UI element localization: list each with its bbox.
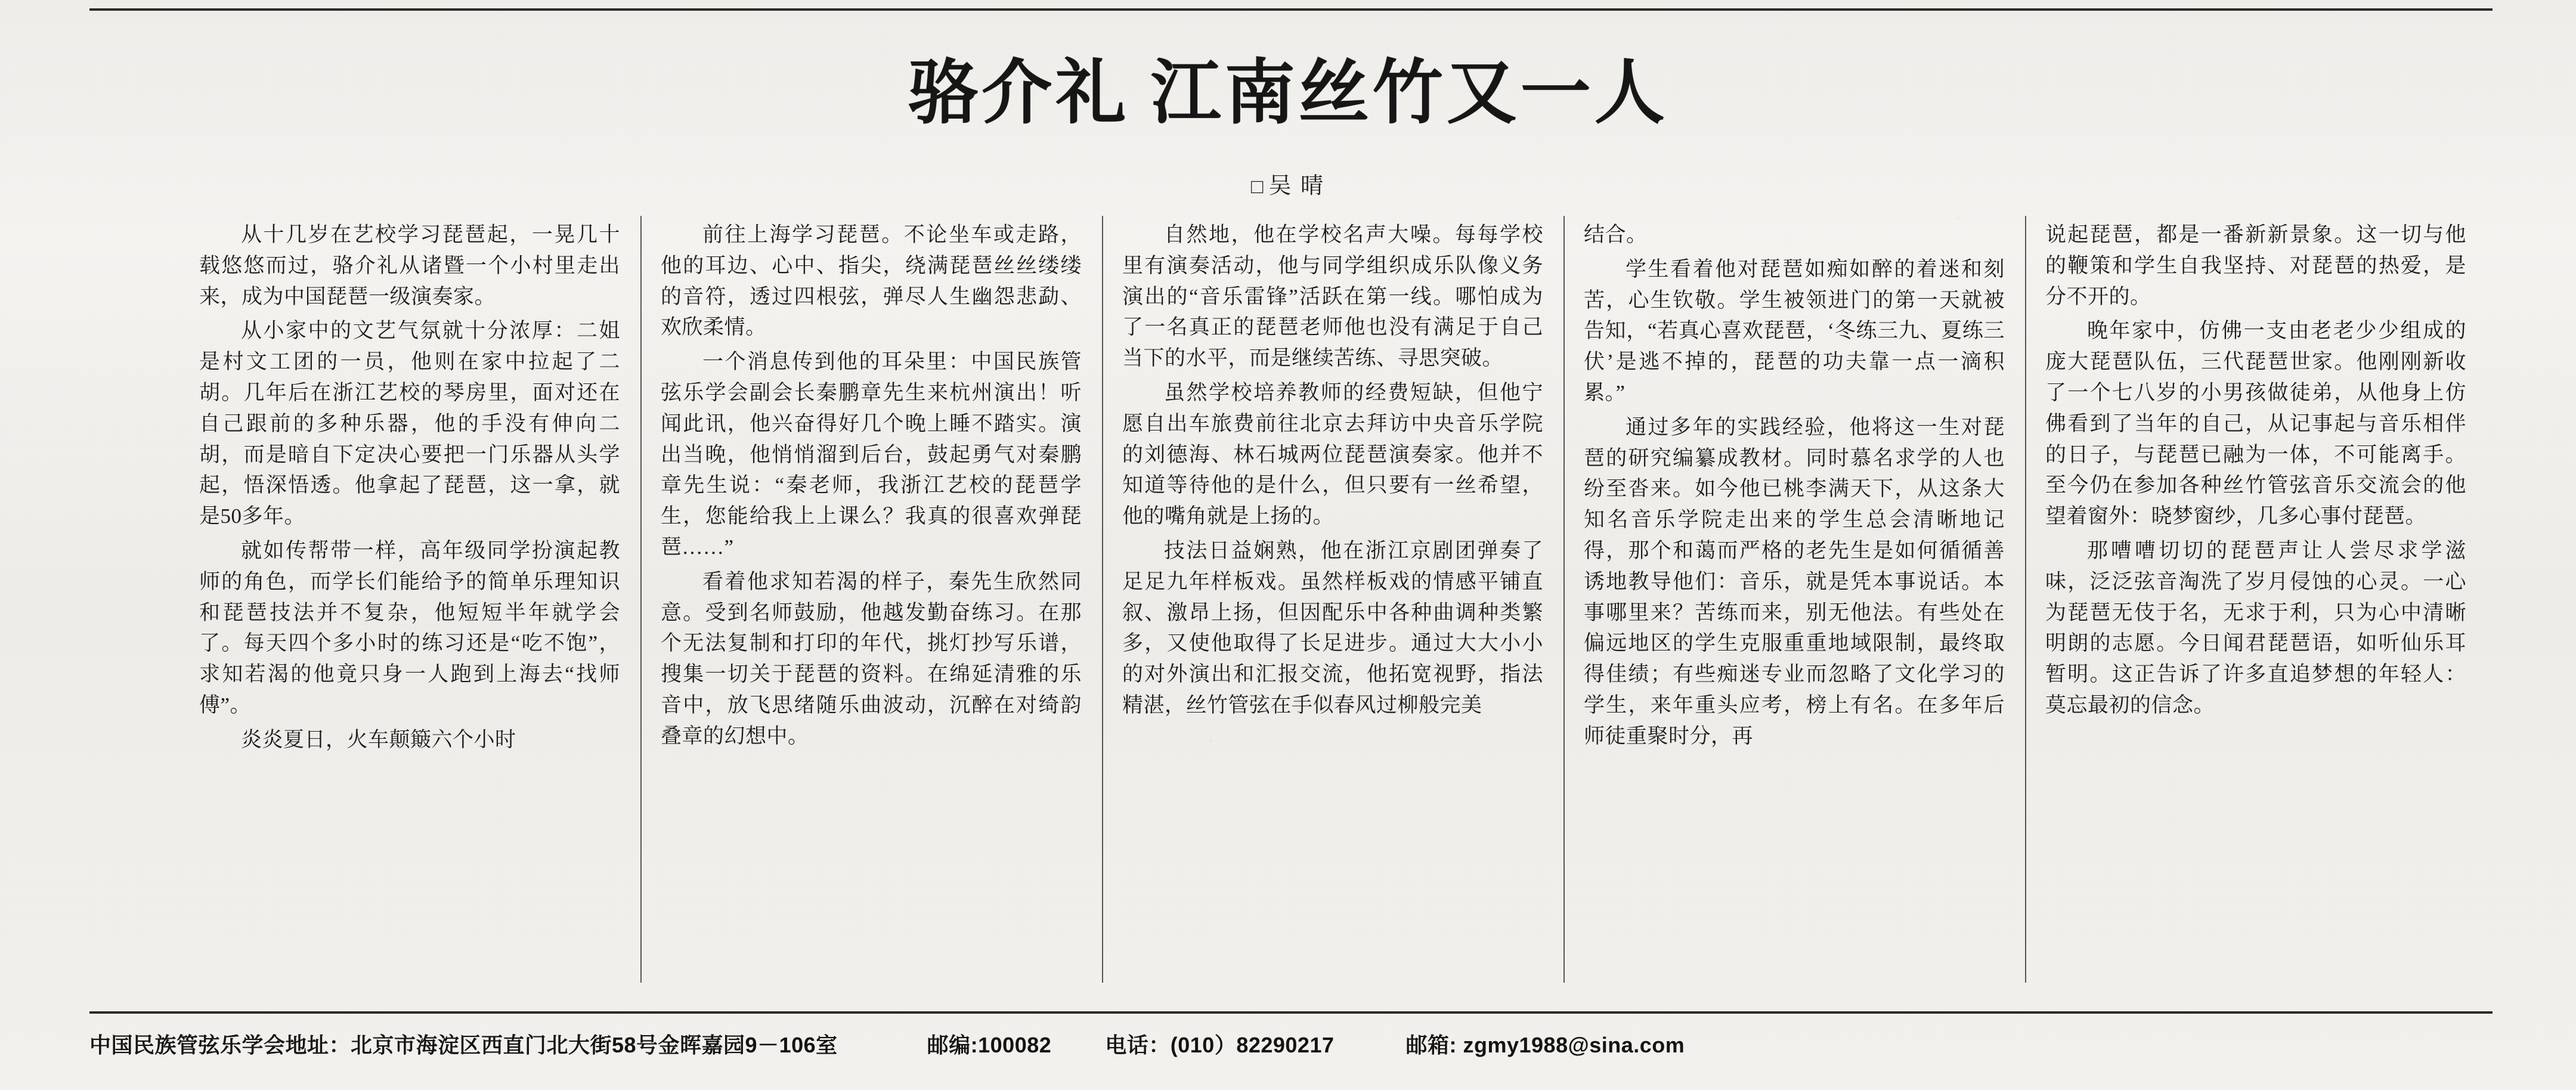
paragraph: 那嘈嘈切切的琵琶声让人尝尽求学滋味，泛泛弦音淘洗了岁月侵蚀的心灵。一心为琵琶无伎于名，无求于利，只为心中清晰明朗的志愿。今日闻君琵琶语，如听仙乐耳暂明。这正告诉了许多直追梦想的年轻人：莫忘最初的信念。	[2045, 538, 2466, 717]
footer-telephone: 电话：(010）82290217	[1105, 1033, 1335, 1057]
article-byline	[0, 167, 2576, 200]
paragraph: 晚年家中，仿佛一支由老老少少组成的庞大琵琶队伍，三代琵琶世家。他刚刚新收了一个七八岁的小男孩做徒弟，从他身上仿佛看到了当年的自己，从记事起与音乐相伴的日子，与琵琶已融为一体，不可能离手。至今仍在参加各种丝竹管弦音乐交流会的他望着窗外：晓梦窗纱，几多心事付琵琶。	[2045, 319, 2466, 528]
paragraph: 就如传帮带一样，高年级同学扮演起教师的角色，而学长们能给予的简单乐理知识和琵琶技法并不复杂，他短短半年就学会了。每天四个多小时的练习还是“吃不饱”，求知若渴的他竟只身一人跑到上海去“找师傅”。	[199, 538, 620, 717]
paragraph: 一个消息传到他的耳朵里：中国民族管弦乐学会副会长秦鹏章先生来杭州演出！听闻此讯，他兴奋得好几个晚上睡不踏实。演出当晚，他悄悄溜到后台，鼓起勇气对秦鹏章先生说：“秦老师，我浙江艺校的琵琶学生，您能给我上上课么？我真的很喜欢弹琵琶……”	[661, 350, 1082, 559]
paragraph: 炎炎夏日，火车颠簸六个小时	[241, 727, 516, 751]
paragraph: 通过多年的实践经验，他将这一生对琵琶的研究编纂成教材。同时慕名求学的人也纷至沓来。如今他已桃李满天下，从这条大知名音乐学院走出来的学生总会清晰地记得，那个和蔼而严格的老先生是如何循循善诱地教导他们：音乐，就是凭本事说话。本事哪里来？苦练而来，别无他法。有些处在偏远地区的学生克服重重地域限制，最终取得佳绩；有些痴迷专业而忽略了文化学习的学生，来年重头应考，榜上有名。在多年后师徒重聚时分，再	[1584, 415, 2005, 748]
paragraph: 自然地，他在学校名声大噪。每每学校里有演奏活动，他与同学组织成乐队像义务演出的“音乐雷锋”活跃在第一线。哪怕成为了一名真正的琵琶老师他也没有满足于自己当下的水平，而是继续苦练、寻思突破。	[1122, 223, 1543, 370]
article-headline: 骆介礼 江南丝竹又一人	[908, 54, 1668, 132]
article-columns	[179, 219, 2487, 989]
paragraph: 技法日益娴熟，他在浙江京剧团弹奏了足足九年样板戏。虽然样板戏的情感平铺直叙、激昂上扬，但因配乐中各种曲调种类繁多，又使他取得了长足进步。通过大大小小的对外演出和汇报交流，他拓宽视野，指法精湛，丝竹管弦在手似春风过柳般完美	[1122, 538, 1543, 717]
top-divider-rule	[89, 8, 2493, 11]
paragraph: 虽然学校培养教师的经费短缺，但他宁愿自出车旅费前往北京去拜访中央音乐学院的刘德海、林石城两位琵琶演奏家。他并不知道等待他的是什么，但只要有一丝希望，他的嘴角就是上扬的。	[1122, 380, 1543, 528]
footer-divider-rule	[89, 1011, 2493, 1014]
article-column-2	[640, 219, 1102, 989]
byline-author: 吴 晴	[1268, 174, 1326, 199]
footer-zipcode: 邮编:100082	[927, 1033, 1052, 1057]
paragraph: 从小家中的文艺气氛就十分浓厚：二姐是村文工团的一员，他则在家中拉起了二胡。几年后在浙江艺校的琴房里，面对还在自己跟前的多种乐器，他的手没有伸向二胡，而是暗自下定决心要把一门乐器从头学起，悟深悟透。他拿起了琵琶，这一拿，就是50多年。	[199, 319, 620, 528]
footer-address: 中国民族管弦乐学会地址：北京市海淀区西直门北大街58号金晖嘉园9－106室	[89, 1033, 838, 1057]
article-column-5	[2025, 219, 2487, 989]
paragraph: 学生看着他对琵琶如痴如醉的着迷和刻苦，心生钦敬。学生被领进门的第一天就被告知，“若真心喜欢琵琶，‘冬练三九、夏练三伏’是逃不掉的，琵琶的功夫靠一点一滴积累。”	[1584, 257, 2005, 404]
footer-email: 邮箱: zgmy1988@sina.com	[1405, 1033, 1685, 1057]
paragraph: 说起琵琶，都是一番新新景象。这一切与他的鞭策和学生自我坚持、对琵琶的热爱，是分不开的。	[2045, 223, 2466, 308]
article-column-3	[1102, 219, 1563, 989]
paragraph: 前往上海学习琵琶。不论坐车或走路，他的耳边、心中、指尖，绕满琵琶丝丝缕缕的音符，透过四根弦，弹尽人生幽怨悲勐、欢欣柔情。	[661, 223, 1082, 339]
article-column-1	[179, 219, 640, 989]
byline-box-marker: □	[1250, 176, 1265, 198]
paragraph: 结合。	[1584, 223, 1648, 246]
footer-contact-bar	[89, 1029, 2493, 1059]
paragraph: 从十几岁在艺校学习琵琶起，一晃几十载悠悠而过，骆介礼从诸暨一个小村里走出来，成为中国琵琶一级演奏家。	[199, 223, 620, 308]
article-column-4	[1563, 219, 2025, 989]
paragraph: 看着他求知若渴的样子，秦先生欣然同意。受到名师鼓励，他越发勤奋练习。在那个无法复制和打印的年代，挑灯抄写乐谱，搜集一切关于琵琶的资料。在绵延清雅的乐音中，放飞思绪随乐曲波动，沉醉在对绮韵叠章的幻想中。	[661, 569, 1082, 748]
